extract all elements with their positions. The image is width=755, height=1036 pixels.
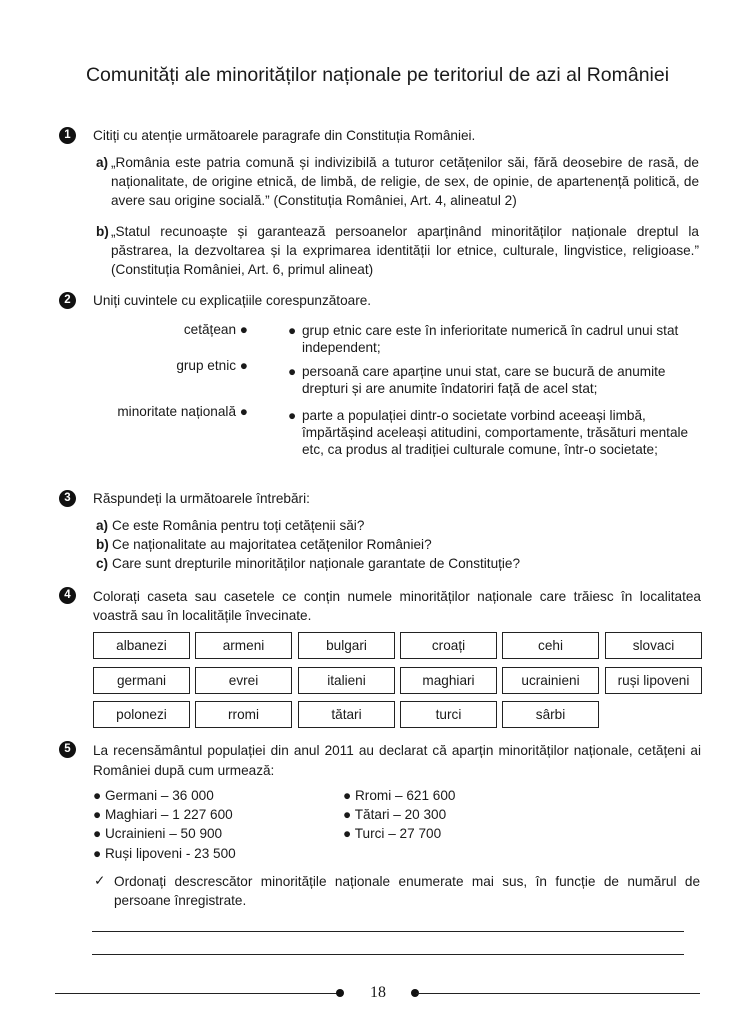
- question-b-label: b): [96, 537, 109, 552]
- definition-bullet: ●: [288, 323, 297, 338]
- exercise-1-b-label: b): [96, 224, 109, 239]
- check-icon: ✓: [94, 873, 106, 888]
- question-b-text: Ce naționalitate au majoritatea cetățenilor României?: [112, 537, 432, 552]
- exercise-2-instruction: Uniți cuvintele cu explicațiile corespunzătoare.: [93, 293, 372, 308]
- definition-3: ● parte a populației dintr-o societate vorbind aceeași limbă, împărtășind aceleași atitudini, comportamente, trăsături mentale etc, ca produs al tradiției culturale comune, într-o societate;: [288, 408, 689, 457]
- minority-box-italieni[interactable]: italieni: [298, 667, 395, 694]
- minority-box-turci[interactable]: turci: [400, 701, 497, 728]
- definition-1: ● grup etnic care este în inferioritate numerică în cadrul unui stat independent;: [288, 323, 679, 355]
- exercise-2-number: 2: [59, 292, 76, 309]
- exercise-3-instruction: Răspundeți la următoarele întrebări:: [93, 491, 310, 506]
- exercise-1-number: 1: [59, 127, 76, 144]
- census-item-tatari: ● Tătari – 20 300: [343, 807, 447, 822]
- question-c-label: c): [96, 556, 109, 571]
- census-item-rusi-lipoveni: ● Ruși lipoveni - 23 500: [93, 846, 236, 861]
- term-minoritate-nationala: minoritate națională ●: [117, 404, 248, 419]
- answer-line-1[interactable]: [92, 931, 684, 932]
- exercise-1-a-text: „România este patria comună și indivizibilă a tuturor cetățenilor săi, fără deosebire de rasă, de naționalitate, de origine etnică, de limbă, de religie, de sex, de opinie, de apartenență politică, de avere sau origine socială.” (Constituția României, Art. 4, alineatul 2): [111, 155, 699, 208]
- question-a-text: Ce este România pentru toți cetățenii săi?: [112, 518, 365, 533]
- minority-box-sarbi[interactable]: sârbi: [502, 701, 599, 728]
- census-item-germani: ● Germani – 36 000: [93, 788, 214, 803]
- term-cetatean: cetățean ●: [183, 322, 248, 337]
- minority-box-germani[interactable]: germani: [93, 667, 190, 694]
- exercise-5-task: Ordonați descrescător minoritățile naționale enumerate mai sus, în funcție de numărul de persoane înregistrate.: [114, 874, 700, 908]
- exercise-1-b-text: „Statul recunoaște și garantează persoanelor aparținând minorităților naționale dreptul la păstrarea, la dezvoltarea și la exprimarea identității lor etnice, culturale, lingvistice, religioase.” (Constituția României, Art. 6, primul alineat): [111, 224, 699, 277]
- page-number: 18: [370, 984, 386, 1001]
- minority-box-albanezi[interactable]: albanezi: [93, 632, 190, 659]
- definition-bullet: ●: [288, 364, 297, 379]
- minority-box-armeni[interactable]: armeni: [195, 632, 292, 659]
- exercise-5-instruction: La recensământul populației din anul 2011 au declarat că aparțin minorităților naționale, cetățeni ai României după cum urmează:: [93, 743, 701, 778]
- census-item-turci: ● Turci – 27 700: [343, 826, 442, 841]
- term-grup-etnic: grup etnic ●: [176, 358, 248, 373]
- footer-line-right: [416, 993, 700, 994]
- minority-box-ucrainieni[interactable]: ucrainieni: [502, 667, 599, 694]
- minority-box-rromi[interactable]: rromi: [195, 701, 292, 728]
- census-item-rromi: ● Rromi – 621 600: [343, 788, 456, 803]
- footer-dot-left: [336, 989, 344, 997]
- exercise-1-instruction: Citiți cu atenție următoarele paragrafe din Constituția României.: [93, 128, 476, 143]
- question-c-text: Care sunt drepturile minorităților naționale garantate de Constituție?: [112, 556, 521, 571]
- exercise-1-a-label: a): [96, 155, 109, 170]
- definition-2: ● persoană care aparține unui stat, care se bucură de anumite drepturi și are anumite îndatoriri față de acel stat;: [288, 364, 666, 396]
- minority-box-polonezi[interactable]: polonezi: [93, 701, 190, 728]
- minority-box-croati[interactable]: croați: [400, 632, 497, 659]
- footer-line-left: [55, 993, 340, 994]
- exercise-4-number: 4: [59, 587, 76, 604]
- exercise-5-number: 5: [59, 741, 76, 758]
- minority-box-bulgari[interactable]: bulgari: [298, 632, 395, 659]
- exercise-3-number: 3: [59, 490, 76, 507]
- minority-box-maghiari[interactable]: maghiari: [400, 667, 497, 694]
- minority-box-slovaci[interactable]: slovaci: [605, 632, 702, 659]
- page-title: Comunități ale minorităților naționale pe teritoriul de azi al României: [85, 64, 670, 86]
- census-item-ucrainieni: ● Ucrainieni – 50 900: [93, 826, 223, 841]
- answer-line-2[interactable]: [92, 954, 684, 955]
- census-item-maghiari: ● Maghiari – 1 227 600: [93, 807, 233, 822]
- exercise-4-instruction: Colorați caseta sau casetele ce conțin numele minorităților naționale care trăiesc în localitatea voastră sau în localitățile învecinate.: [93, 589, 701, 623]
- definition-bullet: ●: [288, 408, 297, 423]
- minority-box-cehi[interactable]: cehi: [502, 632, 599, 659]
- minority-box-evrei[interactable]: evrei: [195, 667, 292, 694]
- question-a-label: a): [96, 518, 109, 533]
- minority-box-rusi-lipoveni[interactable]: ruși lipoveni: [605, 667, 702, 694]
- minority-box-tatari[interactable]: tătari: [298, 701, 395, 728]
